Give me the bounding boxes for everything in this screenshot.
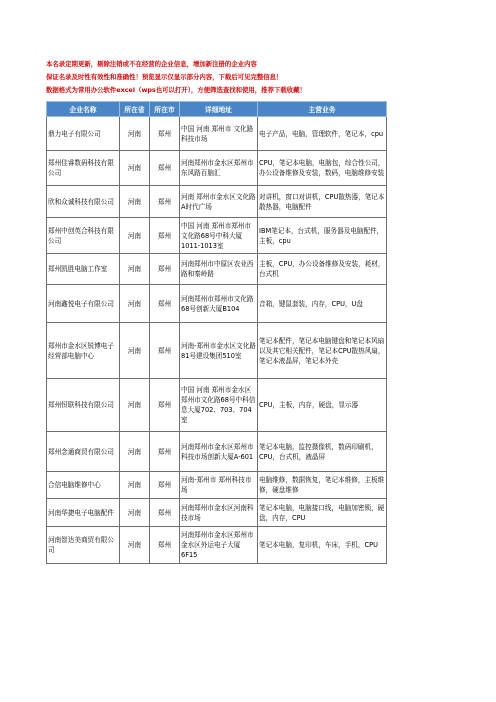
table-row	[47, 472, 387, 499]
address-cell: 河南 郑州市金水区文化路A时代广场	[180, 186, 258, 218]
company-name-cell: 鼎力电子有限公司	[47, 117, 120, 151]
header-city: 所在市	[150, 102, 180, 117]
address-cell: 河南-郑州市金水区文化路81号建设集团510室	[180, 323, 258, 379]
address-cell: 河南郑州市金水区郑州市金水区外运电子大厦6F15	[180, 527, 258, 564]
business-cell: CPU，笔记本电脑，电脑包，综合性公司，办公设备维修及安装，数码，电脑维修安装	[258, 151, 387, 186]
province-cell: 河南	[120, 472, 150, 499]
business-cell: 音箱，键鼠套装，内存，CPU，U盘	[258, 285, 387, 323]
business-cell: 对讲机，窗口对讲机，CPU散热器，笔记本散热器，电脑配件	[258, 186, 387, 218]
notice-line-3: 数据格式为常用办公软件excel（wps也可以打开），方便筛选查找和使用，推荐下载收藏！	[46, 86, 306, 94]
province-cell: 河南	[120, 186, 150, 218]
company-name-cell: 郑州恒联科技有限公司	[47, 379, 120, 432]
company-name-cell: 河南智达美商贸有限公司	[47, 527, 120, 564]
notice-block	[46, 58, 446, 97]
city-cell: 郑州	[150, 186, 180, 218]
city-cell: 郑州	[150, 285, 180, 323]
city-cell: 郑州	[150, 379, 180, 432]
address-cell: 中国 河南 郑州市 文化路科技市场	[180, 117, 258, 151]
table-row	[47, 151, 387, 186]
province-cell: 河南	[120, 254, 150, 285]
city-cell: 郑州	[150, 527, 180, 564]
table-row	[47, 527, 387, 564]
company-name-cell: 郑州佳睿数码科技有限公司	[47, 151, 120, 186]
address-cell: 河南郑州市金水区河南科技市场	[180, 499, 258, 527]
company-name-cell: 郑州念通商贸有限公司	[47, 432, 120, 472]
business-cell: 笔记本电脑，电脑接口线，电脑加密锁，硬盘，内存，CPU	[258, 499, 387, 527]
company-name-cell: 河南鑫悦电子有限公司	[47, 285, 120, 323]
business-cell: IBM笔记本，台式机，服务器及电脑配件，主板，cpu	[258, 218, 387, 254]
header-company-name: 企业名称	[47, 102, 120, 117]
province-cell: 河南	[120, 323, 150, 379]
business-cell: 笔记本电脑，复印机，车床，手机，CPU	[258, 527, 387, 564]
address-cell: 中国 河南 郑州市郑州市文化路68号中科大厦1011-1013室	[180, 218, 258, 254]
province-cell: 河南	[120, 117, 150, 151]
address-cell: 河南郑州市金水区郑州市科技市场创新大厦A-601	[180, 432, 258, 472]
address-cell: 河南郑州市郑州市文化路68号创新大厦B104	[180, 285, 258, 323]
business-cell: 主板，CPU，办公设备维修及安装，耗材，台式机	[258, 254, 387, 285]
city-cell: 郑州	[150, 432, 180, 472]
company-name-cell: 郑州凯胜电脑工作室	[47, 254, 120, 285]
province-cell: 河南	[120, 218, 150, 254]
city-cell: 郑州	[150, 499, 180, 527]
company-name-cell: 郑州市金水区锐博电子经营部电脑中心	[47, 323, 120, 379]
company-name-cell: 合信电脑维修中心	[47, 472, 120, 499]
notice-line-1: 本名录定期更新，剔除注销或不在经营的企业信息，增加新注册的企业内容	[46, 60, 257, 68]
province-cell: 河南	[120, 151, 150, 186]
table-row	[47, 379, 387, 432]
table-row	[47, 432, 387, 472]
table-row	[47, 323, 387, 379]
business-cell: CPU，主板，内存，硬盘，显示器	[258, 379, 387, 432]
company-name-cell: 欣和众诚科技有限公司	[47, 186, 120, 218]
city-cell: 郑州	[150, 472, 180, 499]
province-cell: 河南	[120, 379, 150, 432]
province-cell: 河南	[120, 285, 150, 323]
company-name-cell: 河南华捷电子电脑配件	[47, 499, 120, 527]
table-row	[47, 499, 387, 527]
address-cell: 河南郑州市金水区郑州市东风路百脑汇	[180, 151, 258, 186]
province-cell: 河南	[120, 432, 150, 472]
city-cell: 郑州	[150, 254, 180, 285]
city-cell: 郑州	[150, 151, 180, 186]
address-cell: 河南-郑州市 郑州科技市场	[180, 472, 258, 499]
city-cell: 郑州	[150, 323, 180, 379]
notice-line-2: 保证名录及时性有效性和准确性！预览显示仅显示部分内容，下载后可见完整信息！	[46, 73, 283, 81]
company-table	[46, 101, 387, 564]
business-cell: 电脑维修，数据恢复，笔记本维修，主板维修，硬盘维修	[258, 472, 387, 499]
header-business: 主营业务	[258, 102, 387, 117]
business-cell: 笔记本电脑，监控摄像机，数码印刷机，CPU，台式机，液晶屏	[258, 432, 387, 472]
address-cell: 中国 河南 郑州市金水区 郑州市文化路68号中科信息大厦702、703、704室	[180, 379, 258, 432]
province-cell: 河南	[120, 527, 150, 564]
table-row	[47, 218, 387, 254]
table-row	[47, 117, 387, 151]
business-cell: 笔记本配件，笔记本电脑键盘和笔记本风扇以及其它相关配件，笔记本CPU散热风扇，笔记本液晶屏，笔记本外壳	[258, 323, 387, 379]
city-cell: 郑州	[150, 218, 180, 254]
city-cell: 郑州	[150, 117, 180, 151]
table-row	[47, 254, 387, 285]
header-address: 详细地址	[180, 102, 258, 117]
table-header-row	[47, 102, 387, 117]
table-row	[47, 186, 387, 218]
header-province: 所在省	[120, 102, 150, 117]
business-cell: 电子产品，电脑，管理软件，笔记本，cpu	[258, 117, 387, 151]
company-name-cell: 郑州中创英合科技有限公司	[47, 218, 120, 254]
province-cell: 河南	[120, 499, 150, 527]
address-cell: 河南郑州市中原区农业西路和秦岭路	[180, 254, 258, 285]
table-row	[47, 285, 387, 323]
